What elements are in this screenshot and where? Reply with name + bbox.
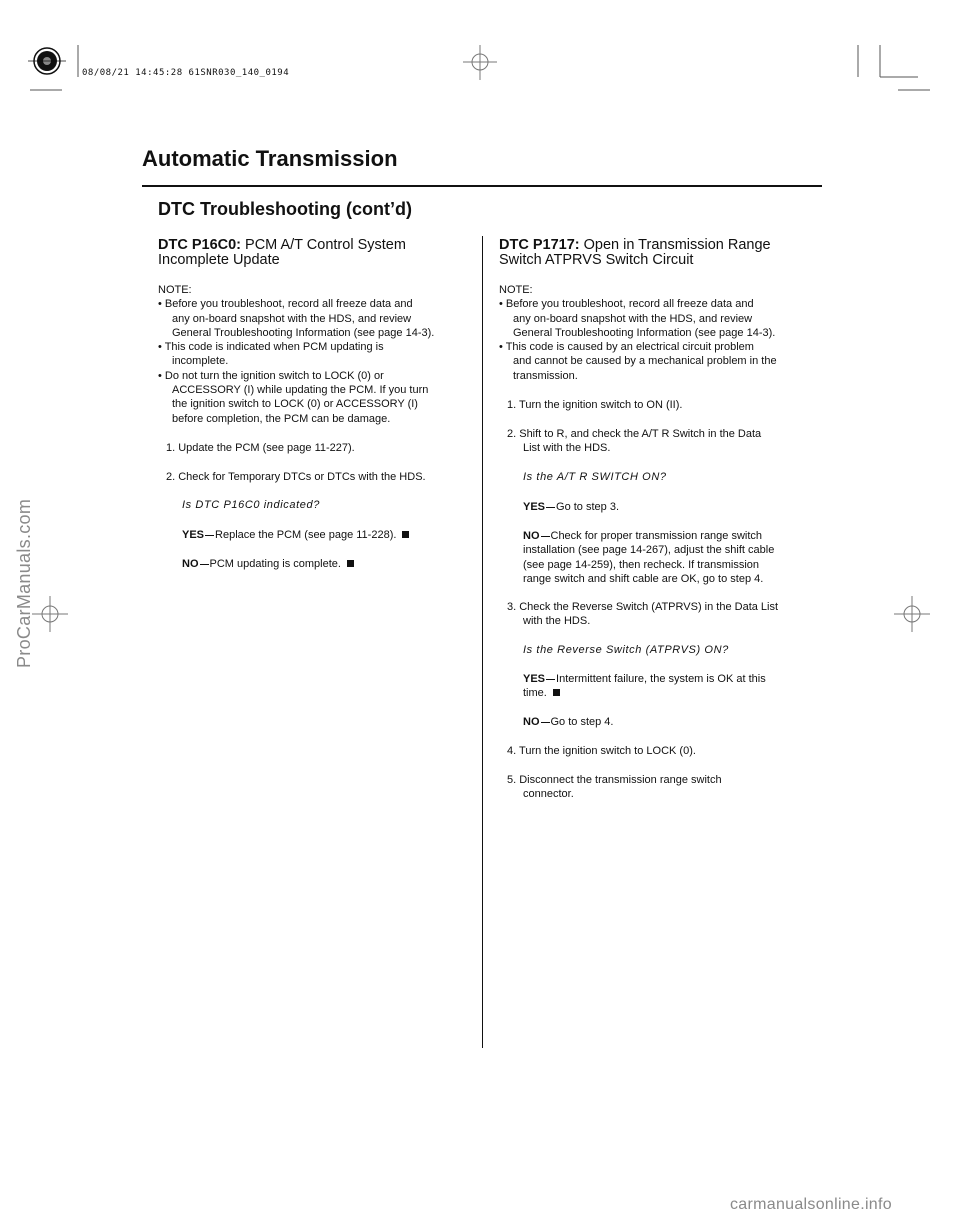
right-step-5 <box>507 773 722 802</box>
end-square-icon <box>347 560 354 567</box>
left-no-text: PCM updating is complete. <box>209 558 341 570</box>
left-no-line <box>182 557 354 571</box>
right-q1-no-l1: Check for proper transmission range switch <box>550 530 763 542</box>
right-dtc-code: DTC P1717: <box>499 237 580 253</box>
right-q2-yes-block <box>523 672 766 701</box>
left-yes-label: YES <box>182 529 205 541</box>
right-q2-yes-l2: time. <box>523 687 547 700</box>
right-step-3-l1: 3. Check the Reverse Switch (ATPRVS) in the Data List <box>507 601 779 613</box>
right-step-3-l2: with the HDS. <box>523 615 591 628</box>
left-dtc-heading <box>158 238 406 253</box>
right-q1-no-l2: installation (see page 14-267), adjust the shift cable <box>523 544 775 557</box>
right-q1-yes-text: Go to step 3. <box>556 501 619 513</box>
section-title: Automatic Transmission <box>142 146 398 171</box>
left-note-block <box>158 283 434 426</box>
left-dtc-title-2: Incomplete Update <box>158 252 280 268</box>
right-q1-no-label: NO <box>523 530 540 542</box>
side-watermark: ProCarManuals.com <box>14 498 34 668</box>
right-dtc-heading <box>499 238 771 253</box>
target-mark-top-left-icon <box>28 48 66 74</box>
right-q1-yes-label: YES <box>523 501 546 513</box>
left-no-label: NO <box>182 558 199 570</box>
left-note-label: NOTE: <box>158 284 192 296</box>
print-stamp: 08/08/21 14:45:28 61SNR030_140_0194 <box>82 68 290 78</box>
right-q2-yes-l1: Intermittent failure, the system is OK at this <box>556 673 766 685</box>
left-question: Is DTC P16C0 indicated? <box>182 499 320 511</box>
left-dtc-code: DTC P16C0: <box>158 237 241 253</box>
right-note2-l2: and cannot be caused by a mechanical problem in the <box>513 355 777 368</box>
right-q1-yes-line <box>523 500 619 514</box>
left-step-2: 2. Check for Temporary DTCs or DTCs with the HDS. <box>166 471 426 483</box>
right-note2-l1: • This code is caused by an electrical circuit problem <box>499 341 754 354</box>
right-q1-no-l4: range switch and shift cable are OK, go to step 4. <box>523 572 764 585</box>
right-q1-no-l3: (see page 14-259), then recheck. If transmission <box>523 558 760 571</box>
right-dtc-title-1: Open in Transmission Range <box>583 237 771 253</box>
right-q2-no-label: NO <box>523 716 540 728</box>
right-step-2-l2: List with the HDS. <box>523 442 611 455</box>
right-step-4: 4. Turn the ignition switch to LOCK (0). <box>507 745 696 757</box>
crosshair-right-icon <box>894 596 930 632</box>
right-q2-no-text: Go to step 4. <box>550 716 614 728</box>
right-step-1: 1. Turn the ignition switch to ON (II). <box>507 399 683 411</box>
right-question-1: Is the A/T R SWITCH ON? <box>523 471 667 483</box>
left-note3-l4: before completion, the PCM can be damage. <box>172 412 391 425</box>
left-note1-l3: General Troubleshooting Information (see page 14-3). <box>172 326 435 339</box>
left-note2-l1: • This code is indicated when PCM updating is <box>158 341 384 354</box>
left-yes-line <box>182 528 409 542</box>
right-step-2 <box>507 427 761 456</box>
left-note2-l2: incomplete. <box>172 355 229 368</box>
header-rule <box>142 185 822 187</box>
end-square-icon <box>402 531 409 538</box>
end-square-icon <box>553 689 560 696</box>
column-divider <box>482 236 483 1048</box>
left-note1-l2: any on-board snapshot with the HDS, and review <box>172 312 412 325</box>
right-note-block <box>499 283 777 383</box>
right-step-5-l2: connector. <box>523 788 574 801</box>
left-dtc-title-1: PCM A/T Control System <box>245 237 406 253</box>
right-dtc-title-2: Switch ATPRVS Switch Circuit <box>499 252 694 268</box>
page-subtitle: DTC Troubleshooting (cont’d) <box>158 199 412 219</box>
right-note-label: NOTE: <box>499 284 533 296</box>
left-note3-l3: the ignition switch to LOCK (0) or ACCESSORY (I) <box>172 398 418 411</box>
crosshair-top-icon <box>463 45 497 80</box>
right-q2-no-line <box>523 715 613 729</box>
right-note1-l2: any on-board snapshot with the HDS, and review <box>513 312 753 325</box>
left-note1-l1: • Before you troubleshoot, record all freeze data and <box>158 298 413 311</box>
crosshair-left-icon <box>32 596 68 632</box>
right-step-5-l1: 5. Disconnect the transmission range switch <box>507 774 722 786</box>
right-step-2-l1: 2. Shift to R, and check the A/T R Switch in the Data <box>507 428 762 440</box>
right-step-3 <box>507 600 778 629</box>
right-question-2: Is the Reverse Switch (ATPRVS) ON? <box>523 644 729 656</box>
right-note2-l3: transmission. <box>513 369 578 382</box>
left-note3-l1: • Do not turn the ignition switch to LOCK (0) or <box>158 369 384 382</box>
footer-watermark: carmanualsonline.info <box>730 1196 892 1213</box>
left-yes-text: Replace the PCM (see page 11-228). <box>215 529 397 541</box>
right-q1-no-block <box>523 529 774 586</box>
left-step-1: 1. Update the PCM (see page 11-227). <box>166 442 355 454</box>
right-note1-l1: • Before you troubleshoot, record all freeze data and <box>499 298 754 311</box>
right-note1-l3: General Troubleshooting Information (see page 14-3). <box>513 326 776 339</box>
right-q2-yes-label: YES <box>523 673 546 685</box>
left-note3-l2: ACCESSORY (I) while updating the PCM. If you turn <box>172 384 429 397</box>
